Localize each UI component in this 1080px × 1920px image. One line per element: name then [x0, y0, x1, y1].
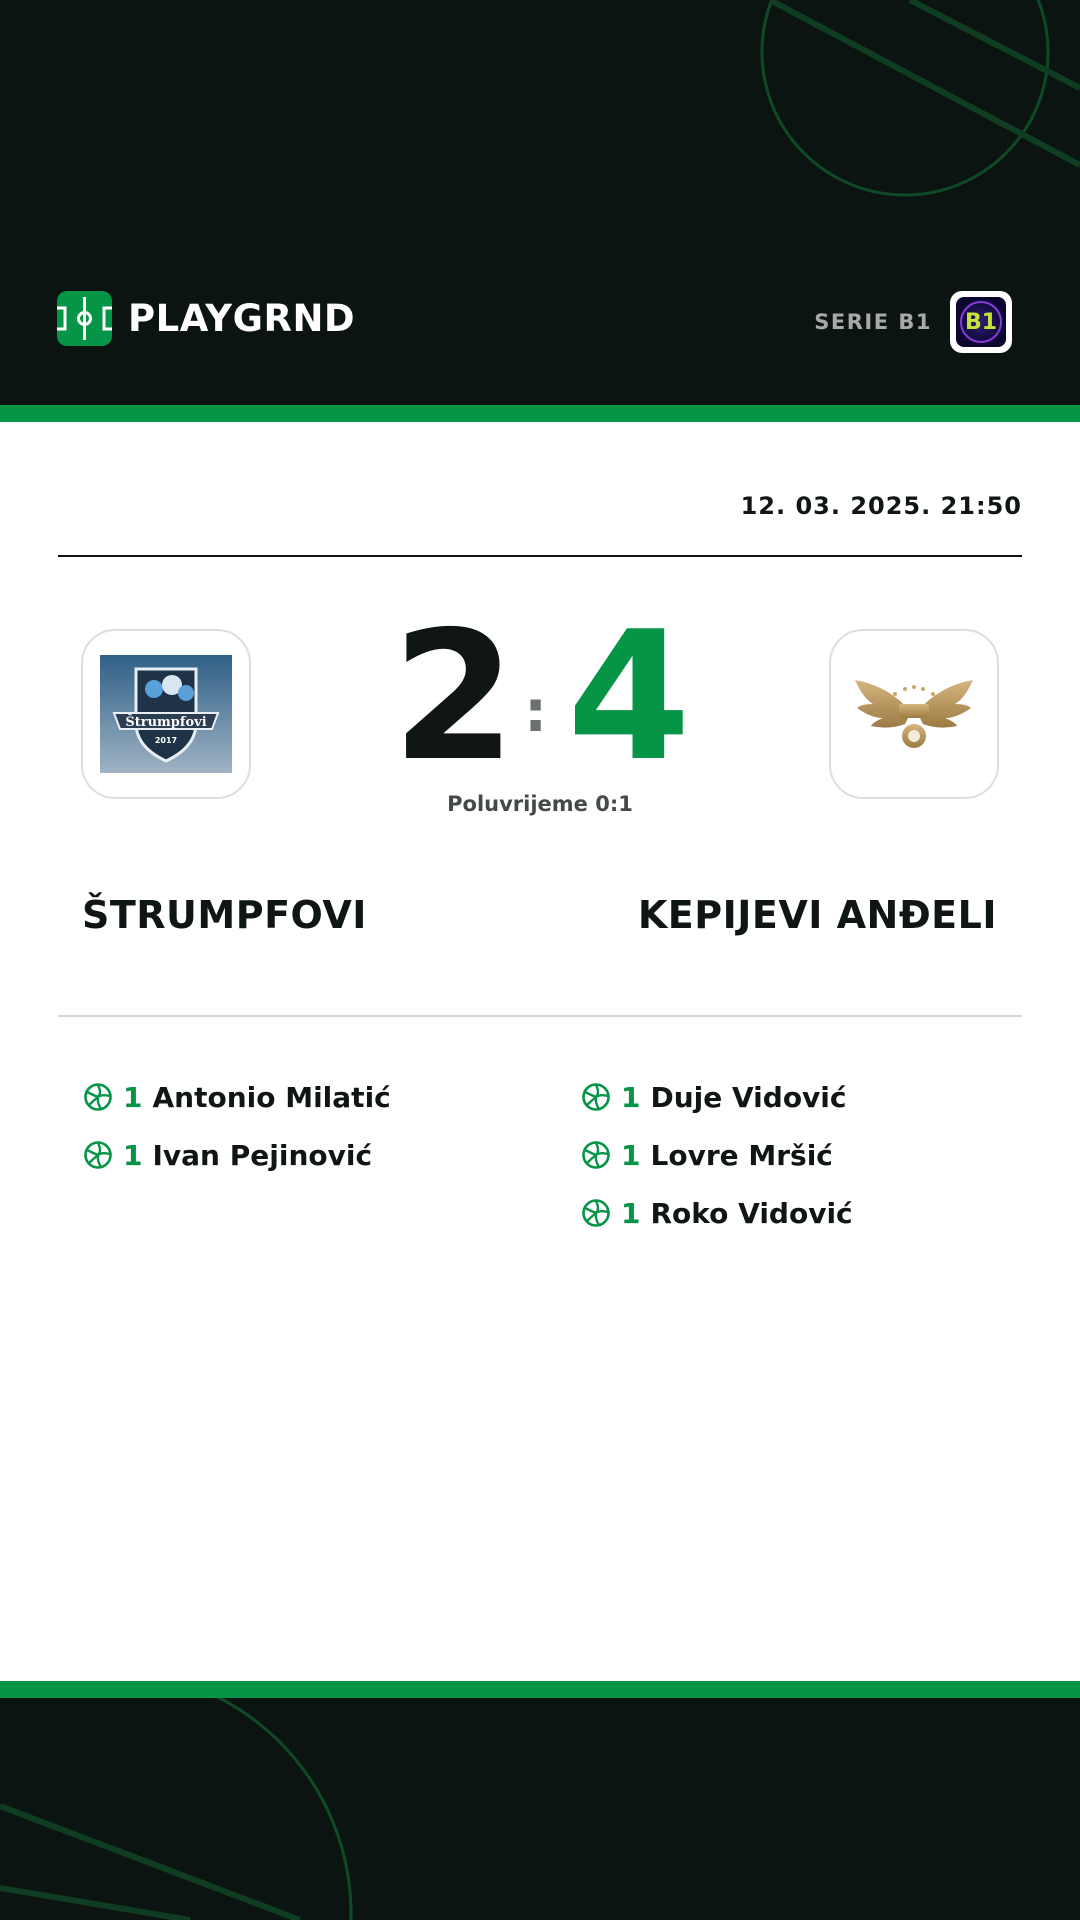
home-team-logo: [81, 629, 251, 799]
svg-text:Štrumpfovi: Štrumpfovi: [125, 715, 207, 730]
goal-count: 1: [621, 1138, 641, 1172]
brand-name: PLAYGRND: [128, 297, 356, 340]
brand: [57, 291, 355, 346]
top-banner: [0, 0, 1080, 405]
goal-count: 1: [621, 1080, 641, 1114]
away-team-name: KEPIJEVI ANĐELI: [637, 893, 997, 937]
league-name: SERIE B1: [814, 310, 932, 334]
divider: [58, 1015, 1022, 1017]
accent-bar-bottom: [0, 1681, 1080, 1698]
player-name: Ivan Pejinović: [152, 1138, 373, 1172]
player-name: Roko Vidović: [650, 1196, 853, 1230]
football-icon: [581, 1140, 611, 1170]
winged-emblem-icon: [849, 664, 979, 764]
home-team-name: ŠTRUMPFOVI: [82, 893, 367, 937]
away-score: 4: [567, 593, 691, 800]
away-scorers-list: [581, 1068, 853, 1242]
shield-icon: [100, 655, 232, 773]
player-name: Duje Vidović: [650, 1080, 847, 1114]
home-score: 2: [392, 593, 516, 800]
match-datetime: 12. 03. 2025. 21:50: [740, 492, 1022, 520]
scorer-row: [581, 1126, 853, 1184]
league-badge-text: B1: [964, 309, 998, 335]
bottom-banner: [0, 1698, 1080, 1920]
football-icon: [581, 1198, 611, 1228]
player-name: Antonio Milatić: [152, 1080, 391, 1114]
goal-count: 1: [621, 1196, 641, 1230]
scoreboard: [390, 593, 691, 800]
score-separator: :: [524, 677, 548, 745]
goal-count: 1: [123, 1138, 143, 1172]
svg-text:2017: 2017: [154, 736, 178, 745]
football-icon: [83, 1082, 113, 1112]
scorer-row: [83, 1068, 391, 1126]
halftime-score: Poluvrijeme 0:1: [447, 792, 633, 816]
home-scorers-list: [83, 1068, 391, 1184]
league-ring-icon: [956, 297, 1006, 347]
football-icon: [581, 1082, 611, 1112]
home-team-crest: [100, 655, 232, 773]
pitch-lines-decoration: [0, 1698, 1080, 1920]
scorer-row: [83, 1126, 391, 1184]
league: [814, 291, 1012, 353]
pitch-icon: [57, 291, 112, 346]
scorer-row: [581, 1184, 853, 1242]
league-badge: [950, 291, 1012, 353]
player-name: Lovre Mršić: [650, 1138, 833, 1172]
scorer-row: [581, 1068, 853, 1126]
accent-bar-top: [0, 405, 1080, 422]
goal-count: 1: [123, 1080, 143, 1114]
football-icon: [83, 1140, 113, 1170]
divider: [58, 555, 1022, 557]
league-logo: [956, 297, 1006, 347]
away-team-logo: [829, 629, 999, 799]
